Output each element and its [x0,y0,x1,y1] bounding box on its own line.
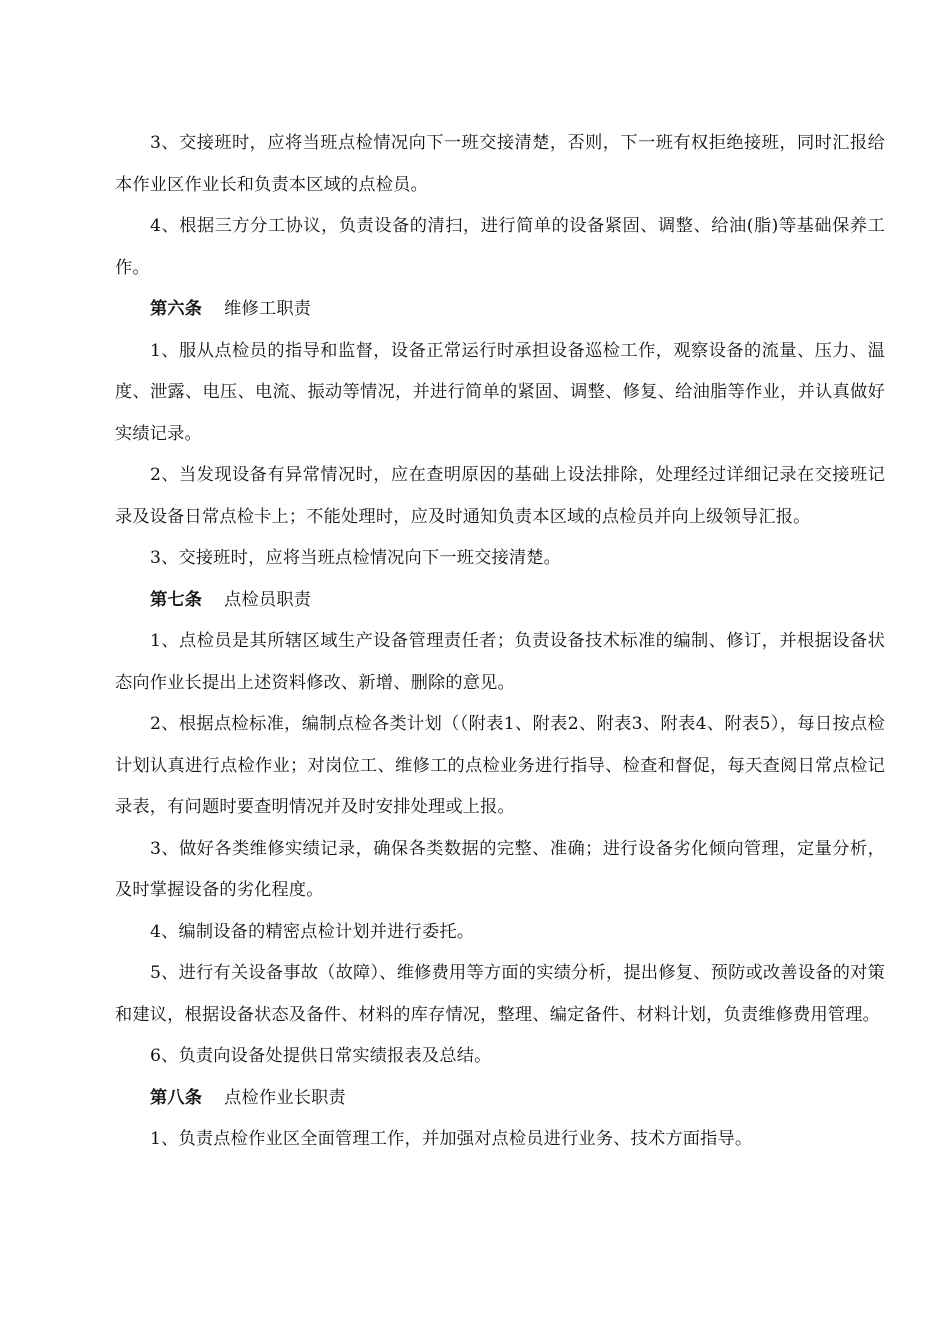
article-title: 点检员职责 [224,589,312,610]
paragraph: 3、交接班时，应将当班点检情况向下一班交接清楚。 [150,548,562,568]
article-number: 第七条 [150,589,203,610]
paragraph: 1、服从点检员的指导和监督，设备正常运行时承担设备巡检工作，观察设备的流量、压力、温度、泄露、电压、电流、振动等情况，并进行简单的紧固、调整、修复、给油脂等作业，并认真做好实绩记录。 [115,340,885,444]
article-title: 点检作业长职责 [224,1087,346,1108]
article-heading [115,580,885,622]
paragraph: 4、根据三方分工协议，负责设备的清扫，进行简单的设备紧固、调整、给油(脂)等基础保养工作。 [115,216,885,278]
paragraph: 1、负责点检作业区全面管理工作，并加强对点检员进行业务、技术方面指导。 [150,1129,753,1149]
paragraph: 1、点检员是其所辖区域生产设备管理责任者；负责设备技术标准的编制、修订，并根据设备状态向作业长提出上述资料修改、新增、删除的意见。 [115,631,885,693]
paragraph: 5、进行有关设备事故（故障）、维修费用等方面的实绩分析，提出修复、预防或改善设备的对策和建议，根据设备状态及备件、材料的库存情况，整理、编定备件、材料计划，负责维修费用管理。 [115,963,885,1025]
paragraph: 6、负责向设备处提供日常实绩报表及总结。 [150,1046,492,1066]
paragraph: 3、交接班时，应将当班点检情况向下一班交接清楚，否则，下一班有权拒绝接班，同时汇报给本作业区作业长和负责本区域的点检员。 [115,133,885,195]
document-body [115,123,885,1161]
article-number: 第八条 [150,1087,203,1108]
paragraph: 4、编制设备的精密点检计划并进行委托。 [150,921,475,942]
paragraph: 2、根据点检标准，编制点检各类计划（（附表1、附表2、附表3、附表4、附表5），每日按点检计划认真进行点检作业；对岗位工、维修工的点检业务进行指导、检查和督促，每天查阅日常点检记录表，有问题时要查明情况并及时安排处理或上报。 [115,714,885,817]
article-number: 第六条 [150,299,203,319]
article-title: 维修工职责 [224,299,312,319]
paragraph: 3、做好各类维修实绩记录，确保各类数据的完整、准确；进行设备劣化倾向管理，定量分析，及时掌握设备的劣化程度。 [115,838,885,900]
article-heading [115,1078,885,1120]
article-heading [115,289,885,331]
paragraph: 2、当发现设备有异常情况时，应在查明原因的基础上设法排除，处理经过详细记录在交接班记录及设备日常点检卡上；不能处理时，应及时通知负责本区域的点检员并向上级领导汇报。 [115,465,885,527]
